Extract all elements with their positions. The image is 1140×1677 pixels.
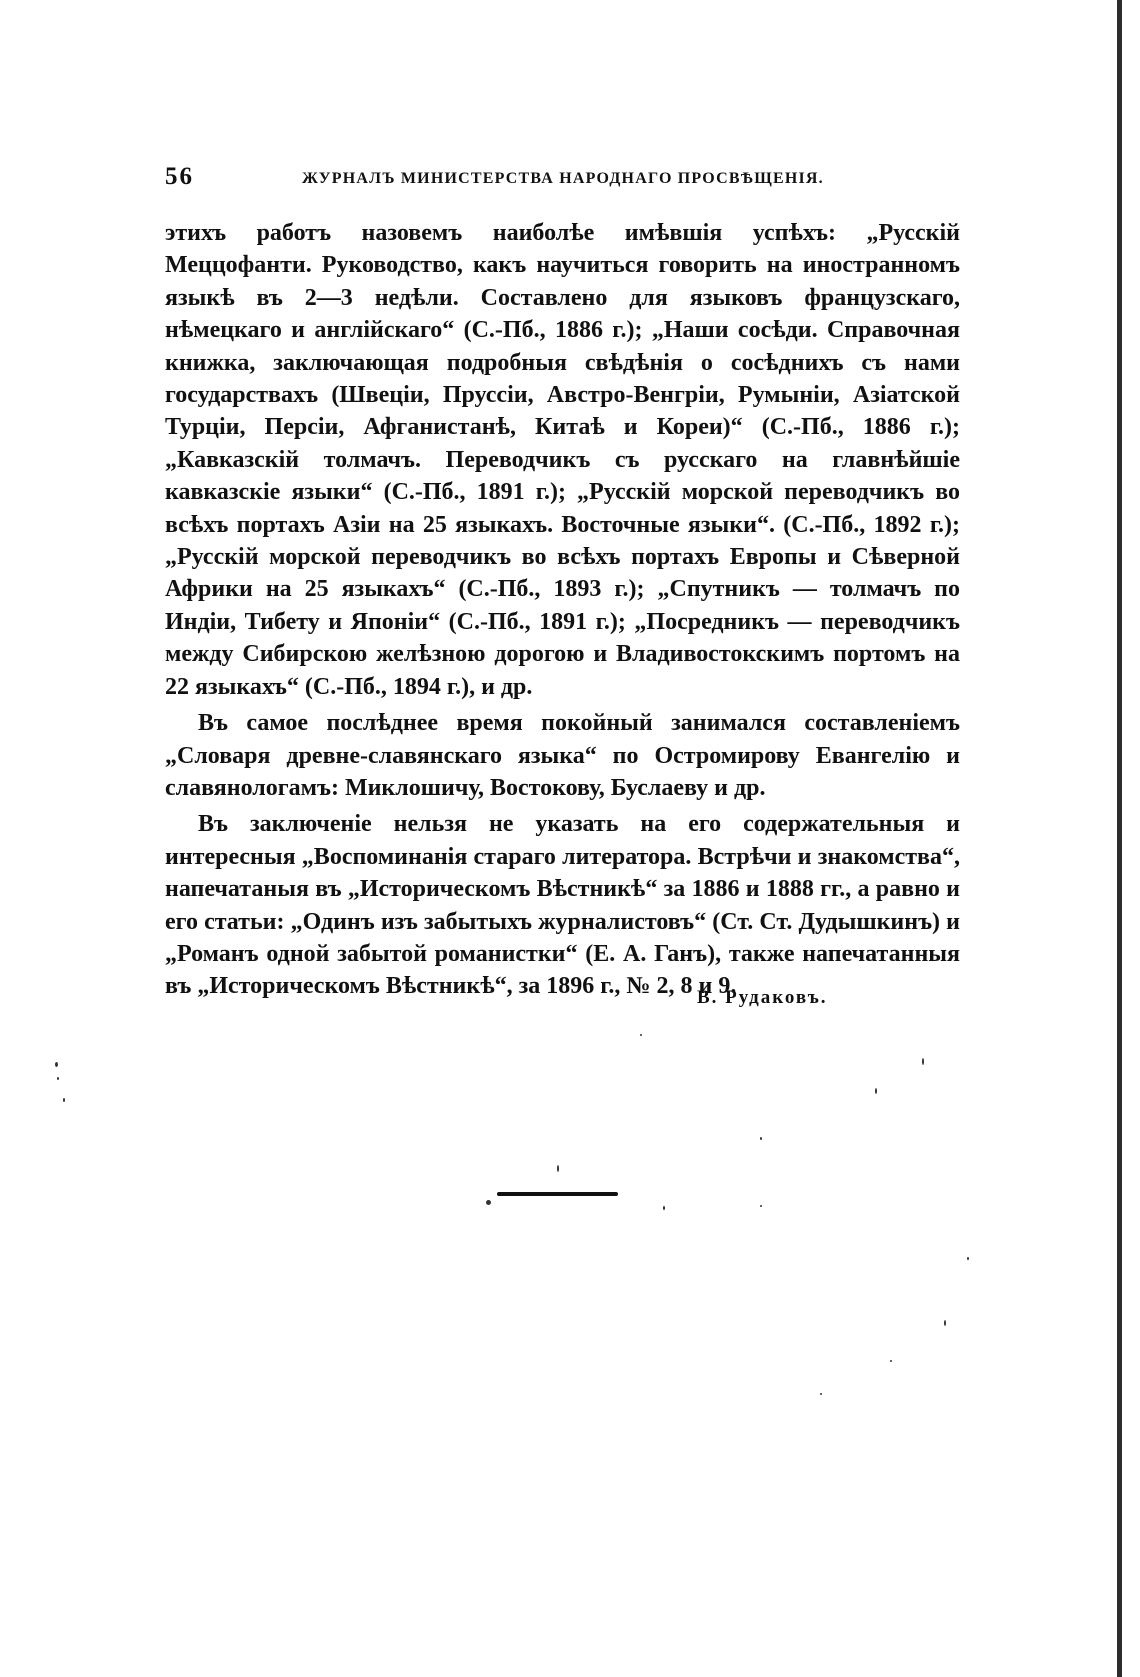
author-signature: В. Рудаковъ.	[697, 987, 828, 1008]
scan-speck	[640, 1034, 642, 1036]
scan-speck	[55, 1062, 58, 1067]
scan-speck	[663, 1206, 665, 1210]
scan-edge-line	[1117, 0, 1122, 1677]
scan-speck	[820, 1393, 822, 1395]
scan-speck	[760, 1137, 762, 1140]
paragraph-dictionary: Въ самое послѣднее время покойный занимался составленіемъ „Словаря древне-славянскаго языка“ по Остромирову Евангелію и славянологамъ: Миклошичу, Востокову, Буслаеву и др.	[165, 710, 960, 801]
scan-speck	[944, 1320, 946, 1326]
paragraph-works-list: этихъ работъ назовемъ наиболѣе имѣвшія успѣхъ: „Русскій Меццофанти. Руководство, какъ научиться говорить на иностранномъ языкѣ въ 2—3 недѣли. Составлено для языковъ французскаго, нѣмецкаго и англійскаго“ (С.-Пб., 1886 г.); „Наши сосѣди. Справочная книжка, заключающая подробныя свѣдѣнія о сосѣднихъ съ нами государствахъ (Швеціи, Пруссіи, Австро-Венгріи, Румыніи, Азіатской Турціи, Персіи, Афганистанѣ, Китаѣ и Кореи)“ (С.-Пб., 1886 г.); „Кавказскій толмачъ. Переводчикъ съ русскаго на главнѣйшіе кавказскіе языки“ (С.-Пб., 1891 г.); „Русскій морской переводчикъ во всѣхъ портахъ Азіи на 25 языкахъ. Восточные языки“. (С.-Пб., 1892 г.); „Русскій морской переводчикъ во всѣхъ портахъ Европы и Сѣверной Африки на 25 языкахъ“ (С.-Пб., 1893 г.); „Спутникъ — толмачъ по Индіи, Тибету и Японіи“ (С.-Пб., 1891 г.); „Посредникъ — переводчикъ между Сибирскою желѣзною дорогою и Владивостокскимъ портомъ на 22 языкахъ“ (С.-Пб., 1894 г.), и др.	[165, 220, 960, 700]
paragraph-memoirs: Въ заключеніе нельзя не указать на его содержательныя и интересныя „Воспоминанія стараго литератора. Встрѣчи и знакомства“, напечатаныя въ „Историческомъ Вѣстникѣ“ за 1886 и 1888 гг., а равно и его статьи: „Одинъ изъ забытыхъ журналистовъ“ (Ст. Ст. Дудышкинъ) и „Романъ одной забытой романистки“ (Е. А. Ганъ), также напечатанныя въ „Историческомъ Вѣстникѣ“, за 1896 г., № 2, 8 и 9.	[165, 811, 960, 1000]
scan-speck	[57, 1077, 59, 1080]
scan-speck	[63, 1098, 65, 1102]
running-title: ЖУРНАЛЪ МИНИСТЕРСТВА НАРОДНАГО ПРОСВѢЩЕНІЯ.	[302, 170, 824, 187]
separator-rule	[497, 1192, 618, 1196]
scan-speck	[875, 1088, 877, 1094]
scan-speck	[557, 1165, 559, 1172]
page-header	[165, 163, 965, 203]
scan-speck	[760, 1205, 762, 1207]
scan-speck	[890, 1360, 892, 1362]
scan-speck	[486, 1200, 491, 1205]
page-number: 56	[165, 163, 194, 190]
scan-speck	[922, 1058, 924, 1065]
body-text	[165, 217, 960, 1003]
scan-speck	[967, 1257, 969, 1260]
